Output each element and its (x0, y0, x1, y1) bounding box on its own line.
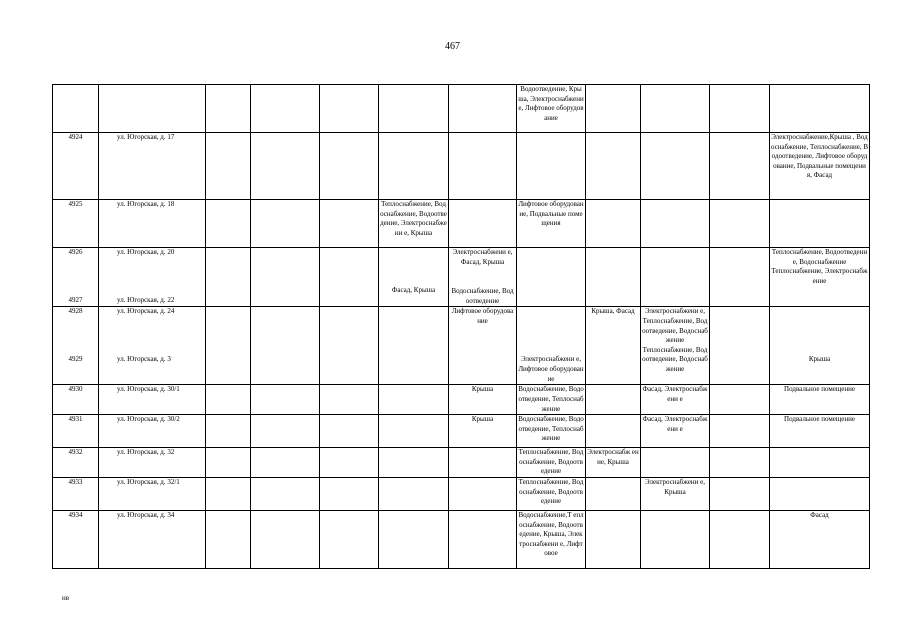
address-4929: ул. Югорская, д. 3 (117, 354, 171, 363)
cell-works: Электроснабжени е, Крыша (641, 477, 710, 510)
cell-address: ул. Югорская, д. 30/2 (99, 415, 206, 448)
cell-address (99, 248, 206, 307)
cell-num: 4924 (53, 133, 99, 200)
cell-works: Крыша (449, 415, 517, 448)
cell-address (99, 307, 206, 385)
cell-num: 4930 (53, 385, 99, 415)
cell-works: Лифтовое оборудование, Подвальные помещения (517, 200, 586, 248)
table-row (53, 448, 870, 478)
cell-address: ул. Югорская, д. 18 (99, 200, 206, 248)
table-row (53, 385, 870, 415)
table-row (53, 510, 870, 568)
works-4926-c13: Теплоснабжение, Водоотведение, Водоснабжение (771, 248, 868, 266)
page-number: 467 (445, 41, 460, 52)
cell-works (517, 307, 586, 385)
cell-works: Подвальное помещение (770, 415, 870, 448)
row-number-4926: 4926 (68, 248, 83, 256)
cell-address (99, 85, 206, 133)
cell-works (770, 248, 870, 307)
cell-num: 4932 (53, 448, 99, 478)
table-row (53, 477, 870, 510)
cell-works: Водоснабжение, Водоотведение, Теплоснабжение (517, 385, 586, 415)
cell-works: Крыша, Фасад (586, 307, 641, 385)
table-row (53, 248, 870, 307)
repair-register-table (52, 84, 870, 569)
cell-address: ул. Югорская, д. 30/1 (99, 385, 206, 415)
cell-works: Электроснабж ение, Крыша (586, 448, 641, 478)
address-4928: ул. Югорская, д. 24 (117, 307, 175, 316)
address-4927: ул. Югорская, д. 22 (117, 295, 175, 304)
address-4926: ул. Югорская, д. 20 (117, 248, 175, 256)
cell-works: Электроснабжение,Крыша , Водоснабжение, Теплоснабжение, Водоотведение, Лифтовое оборудование, Подвальные помещения, Фасад (770, 133, 870, 200)
cell-works: Фасад, Электроснабжени е (641, 385, 710, 415)
cell-works (770, 307, 870, 385)
works-4927-c6: Фасад, Крыша (391, 286, 436, 294)
table-row (53, 307, 870, 385)
cell-works: Фасад, Электроснабжени е (641, 415, 710, 448)
works-4927-c7: Водоснабжение, Водоотведение (451, 287, 514, 305)
cell-num (53, 307, 99, 385)
table-row (53, 133, 870, 200)
works-4929-c13: Крыша (808, 355, 831, 364)
cell-works: Теплоснабжение, Водоснабжение, Водоотведение (517, 448, 586, 478)
cell-works: Фасад (770, 510, 870, 568)
cell-works: Водоснабжение, Водоотведение, Теплоснабжение (517, 415, 586, 448)
works-4929-c8: Электроснабжени е, Лифтовое оборудование (518, 355, 584, 383)
cell-num (53, 248, 99, 307)
table-row (53, 85, 870, 133)
cell-address: ул. Югорская, д. 32 (99, 448, 206, 478)
cell-works: Лифтовое оборудование (449, 307, 517, 385)
cell-works: Теплоснабжение, Водоснабжение, Водоотведение (517, 477, 586, 510)
works-4927-c13: Теплоснабжение, Электроснабжение (771, 267, 868, 285)
table-row (53, 415, 870, 448)
cell-address: ул. Югорская, д. 34 (99, 510, 206, 568)
table-row (53, 200, 870, 248)
cell-address: ул. Югорская, д. 17 (99, 133, 206, 200)
row-number-4929: 4929 (68, 354, 83, 363)
cell-works (379, 248, 449, 307)
cell-works: Подвальное помещение (770, 385, 870, 415)
footer-mark: нв (62, 594, 70, 602)
works-4928-c10: Электроснабжени е, Теплоснабжение, Водоотведение, Водоснабжение (642, 307, 708, 345)
works-4926-c7: Электроснабжени е, Фасад, Крыша (452, 248, 513, 266)
cell-num: 4931 (53, 415, 99, 448)
works-4929-c10: Теплоснабжение, Водоотведение, Водоснабжение (642, 345, 708, 373)
row-number-4927: 4927 (68, 295, 83, 304)
cell-num: 4934 (53, 510, 99, 568)
cell-works (449, 248, 517, 307)
cell-works: Водоснабжение,Т еплоснабжение, Водоотведение, Крыша, Электроснабжени е, Лифтовое (517, 510, 586, 568)
cell-works: Теплоснабжение, Водоснабжение, Водоотведение, Электроснабжени е, Крыша (379, 200, 449, 248)
cell-num: 4933 (53, 477, 99, 510)
cell-address: ул. Югорская, д. 32/1 (99, 477, 206, 510)
row-number-4928: 4928 (68, 307, 83, 316)
cell-works: Водоотведение, Крыша, Электроснабжени е, Лифтовое оборудование (517, 85, 586, 133)
cell-works: Крыша (449, 385, 517, 415)
cell-works (641, 307, 710, 385)
cell-num: 4925 (53, 200, 99, 248)
cell-num (53, 85, 99, 133)
